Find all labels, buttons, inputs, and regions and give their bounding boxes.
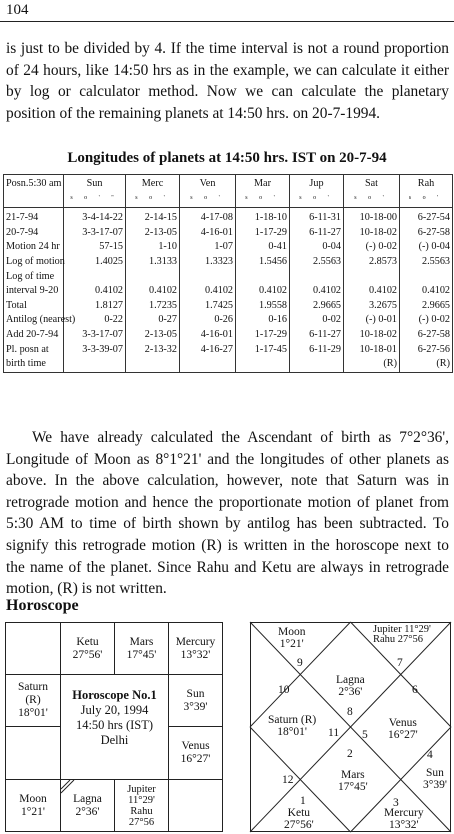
chart-cell-mercury: Mercury 13°32'	[168, 622, 223, 675]
table-cell	[344, 269, 400, 284]
column-units: s o '	[135, 195, 170, 201]
table-cell: 2-13-32	[126, 342, 180, 357]
table-cell: 10-18-02	[344, 226, 400, 241]
page-number: 104	[6, 2, 29, 18]
table-cell: (-) 0-01	[344, 313, 400, 328]
house-number-5: 5	[362, 729, 368, 741]
table-cell: 1.7235	[126, 299, 180, 314]
table-cell	[236, 357, 290, 372]
north-ketu: Ketu 27°56'	[284, 807, 314, 831]
table-cell: 0-16	[236, 313, 290, 328]
longitudes-table	[3, 174, 453, 373]
table-cell: 0.4102	[126, 284, 180, 299]
table-cell: (R)	[400, 357, 453, 372]
chart-cell-mars: Mars 17°45'	[114, 622, 169, 675]
table-cell: 6-11-31	[290, 208, 344, 226]
table-cell: 1-17-45	[236, 342, 290, 357]
column-name: Mar	[254, 178, 271, 189]
row-label: interval 9-20	[4, 284, 64, 299]
table-cell: (R)	[344, 357, 400, 372]
house-number-7: 7	[397, 657, 403, 669]
chart-cell-empty-3	[168, 779, 223, 832]
section-heading: Horoscope	[6, 597, 79, 614]
table-header-mar	[236, 175, 290, 208]
column-name: Ven	[199, 178, 216, 189]
table-cell: 1-18-10	[236, 208, 290, 226]
row-label: Log of motion	[4, 255, 64, 270]
table-header-row	[4, 175, 453, 208]
row-label: Motion 24 hr	[4, 240, 64, 255]
chart-cell-venus: Venus 16°27'	[168, 726, 223, 780]
table-cell: 2.9665	[400, 299, 453, 314]
table-cell: 0.4102	[180, 284, 236, 299]
column-name: Sun	[86, 178, 103, 189]
table-cell: 2.5563	[290, 255, 344, 270]
table-cell: 1.5456	[236, 255, 290, 270]
table-cell: 0-22	[64, 313, 126, 328]
table-row	[4, 342, 453, 357]
table-row	[4, 313, 453, 328]
table-cell: 0.4102	[64, 284, 126, 299]
table-row	[4, 269, 453, 284]
table-row	[4, 240, 453, 255]
table-cell: 3.2675	[344, 299, 400, 314]
column-units: s o '	[299, 195, 334, 201]
north-mars: Mars 17°45'	[338, 769, 368, 793]
table-cell: 2-13-05	[126, 328, 180, 343]
row-label: Add 20-7-94	[4, 328, 64, 343]
table-cell: 0.4102	[344, 284, 400, 299]
north-mercury: Mercury 13°32'	[384, 807, 424, 831]
column-name: Rah	[417, 178, 435, 189]
chart-cell-ketu: Ketu 27°56'	[60, 622, 115, 675]
table-cell: 0.4102	[400, 284, 453, 299]
row-label: birth time	[4, 357, 64, 372]
house-number-6: 6	[412, 684, 418, 696]
house-number-8: 8	[347, 706, 353, 718]
chart-cell-empty-1	[5, 622, 61, 675]
table-cell: 1.8127	[64, 299, 126, 314]
table-cell	[126, 357, 180, 372]
table-cell: 1-17-29	[236, 226, 290, 241]
chart-cell-jupiter-rahu: Jupiter 11°29' Rahu 27°56	[114, 779, 169, 832]
table-row	[4, 357, 453, 372]
column-units: s o '	[190, 195, 225, 201]
table-header-sun	[64, 175, 126, 208]
table-cell	[64, 269, 126, 284]
table-title: Longitudes of planets at 14:50 hrs. IST on 20-7-94	[67, 150, 387, 166]
north-saturn: Saturn (R) 18°01'	[268, 714, 317, 738]
table-row	[4, 328, 453, 343]
column-name: Merc	[141, 178, 164, 189]
table-cell	[180, 357, 236, 372]
table-cell: 3-3-17-07	[64, 226, 126, 241]
column-units: s o '	[245, 195, 280, 201]
table-cell: 1.4025	[64, 255, 126, 270]
table-cell	[236, 269, 290, 284]
chart-cell-empty-2	[5, 726, 61, 780]
table-cell: 1.9558	[236, 299, 290, 314]
table-cell: 1-07	[180, 240, 236, 255]
table-cell	[400, 269, 453, 284]
table-cell: 0-02	[290, 313, 344, 328]
row-label: Total	[4, 299, 64, 314]
house-number-3: 3	[393, 797, 399, 809]
house-number-12: 12	[282, 774, 294, 786]
table-cell: (-) 0-04	[400, 240, 453, 255]
paragraph-retrograde: We have already calculated the Ascendant of birth as 7°2°36', Longitude of Moon as 8°1°21' and the longitudes of other planets as above. In the above calculation, however, note that Saturn was in retrograde motion and hence the proportionate motion of planet from 5:30 AM to time of birth shown by antilog has been subtracted. To signify this retrograde motion (R) is written in the horoscope next to the name of the planet. Since Rahu and Ketu are always in retrograde motion, (R) is not written.	[6, 429, 449, 598]
house-number-2: 2	[347, 748, 353, 760]
column-name: Sat	[364, 178, 379, 189]
house-number-10: 10	[278, 684, 290, 696]
table-cell: 3-3-17-07	[64, 328, 126, 343]
chart-cell-moon: Moon 1°21'	[5, 779, 61, 832]
table-cell: 1.3323	[180, 255, 236, 270]
north-indian-chart	[250, 622, 451, 832]
table-row	[4, 255, 453, 270]
table-cell: 2-14-15	[126, 208, 180, 226]
table-row	[4, 208, 453, 226]
column-units: s o '	[354, 195, 389, 201]
north-venus: Venus 16°27'	[388, 717, 418, 741]
table-cell: 6-27-54	[400, 208, 453, 226]
table-cell: 1-17-29	[236, 328, 290, 343]
house-number-4: 4	[427, 749, 433, 761]
table-cell: 4-16-27	[180, 342, 236, 357]
north-lagna: Lagna 2°36'	[336, 674, 365, 698]
table-cell: 6-27-56	[400, 342, 453, 357]
north-sun: Sun 3°39'	[423, 767, 447, 791]
table-cell: 3-4-14-22	[64, 208, 126, 226]
table-cell: 6-11-29	[290, 342, 344, 357]
table-cell	[64, 357, 126, 372]
table-header-sat	[344, 175, 400, 208]
south-indian-chart	[5, 622, 223, 832]
table-corner-label: Posn.5:30 am	[4, 175, 64, 208]
table-cell: 1.3133	[126, 255, 180, 270]
table-cell: 0-04	[290, 240, 344, 255]
table-cell: 0-26	[180, 313, 236, 328]
table-cell: 10-18-01	[344, 342, 400, 357]
table-cell: 57-15	[64, 240, 126, 255]
table-cell: 10-18-02	[344, 328, 400, 343]
column-name: Jup	[309, 178, 324, 189]
table-cell: 0-41	[236, 240, 290, 255]
table-cell: 6-11-27	[290, 226, 344, 241]
table-cell: 10-18-00	[344, 208, 400, 226]
table-cell: 2.9665	[290, 299, 344, 314]
table-header-merc	[126, 175, 180, 208]
row-label: 20-7-94	[4, 226, 64, 241]
chart-cell-lagna: Lagna 2°36'	[60, 779, 115, 832]
house-number-11: 11	[328, 727, 340, 739]
row-label: Log of time	[4, 269, 64, 284]
row-label: Antilog (nearest)	[4, 313, 64, 328]
table-cell	[290, 269, 344, 284]
north-moon: Moon 1°21'	[278, 626, 306, 650]
table-cell: 2.8573	[344, 255, 400, 270]
table-cell: 6-27-58	[400, 328, 453, 343]
table-cell: (-) 0-02	[400, 313, 453, 328]
house-number-9: 9	[297, 657, 303, 669]
row-label: Pl. posn at	[4, 342, 64, 357]
chart-cell-saturn: Saturn (R) 18°01'	[5, 674, 61, 727]
table-cell: 2-13-05	[126, 226, 180, 241]
table-row	[4, 226, 453, 241]
table-cell: 1.7425	[180, 299, 236, 314]
table-cell: 0.4102	[236, 284, 290, 299]
table-cell: 4-17-08	[180, 208, 236, 226]
table-cell: 0-27	[126, 313, 180, 328]
north-jupiter-rahu: Jupiter 11°29' Rahu 27°56	[373, 624, 431, 645]
column-units: s o ' "	[70, 195, 119, 201]
table-header-jup	[290, 175, 344, 208]
column-units: s o '	[408, 195, 444, 201]
header-rule	[0, 21, 454, 22]
table-cell: 6-11-27	[290, 328, 344, 343]
table-cell: 2.5563	[400, 255, 453, 270]
table-row	[4, 284, 453, 299]
row-label: 21-7-94	[4, 208, 64, 226]
table-header-ven	[180, 175, 236, 208]
house-number-1: 1	[300, 795, 306, 807]
table-cell: 1-10	[126, 240, 180, 255]
table-cell	[126, 269, 180, 284]
table-cell: 4-16-01	[180, 328, 236, 343]
chart-center-title: Horoscope No.1 July 20, 1994 14:50 hrs (IST) Delhi	[72, 688, 157, 747]
table-cell	[290, 357, 344, 372]
table-cell: 0.4102	[290, 284, 344, 299]
table-row	[4, 299, 453, 314]
lagna-marker-icon	[60, 779, 76, 795]
table-cell: 3-3-39-07	[64, 342, 126, 357]
table-cell: (-) 0-02	[344, 240, 400, 255]
chart-cell-sun: Sun 3°39'	[168, 674, 223, 727]
table-cell: 4-16-01	[180, 226, 236, 241]
table-cell	[180, 269, 236, 284]
table-cell: 6-27-58	[400, 226, 453, 241]
paragraph-intro: is just to be divided by 4. If the time interval is not a round proportion of 24 hours, like 14:50 hrs as in the example, we can calculate it either by log or calculator method. Now we can calculate the planetary position of the remaining planets at 14:50 hrs. on 20-7-1994.	[6, 40, 449, 122]
table-header-rah	[400, 175, 453, 208]
